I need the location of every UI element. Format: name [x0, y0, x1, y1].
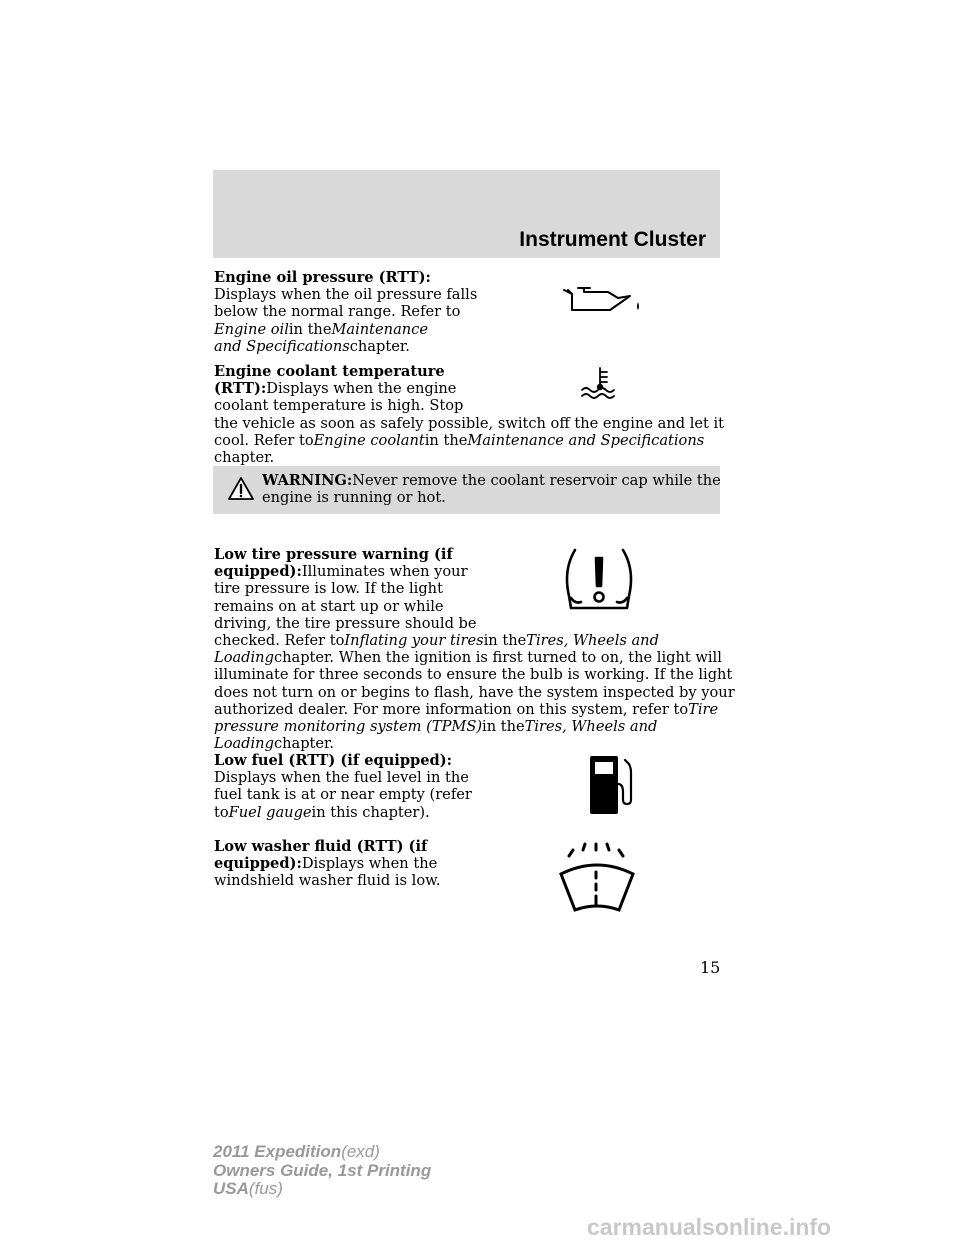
text-span: in the [483, 632, 527, 650]
washer-fluid-heading: Low washer fluid (RTT) (if [214, 838, 428, 855]
text-span: chapter. When the ignition is first turned to on, the light will [273, 649, 722, 667]
footer-region-code: (fus) [248, 1179, 283, 1198]
text-line: illuminate for three seconds to ensure the bulb is working. If the light [214, 666, 733, 684]
low-fuel-heading: Low fuel (RTT) (if equipped): [214, 752, 453, 769]
warning-label: WARNING: [262, 472, 353, 489]
footer-region: USA [213, 1179, 249, 1198]
reference-fuel-gauge: Fuel gauge [228, 803, 312, 821]
text-span: chapter. [349, 337, 410, 355]
text-span: checked. Refer to [214, 632, 345, 650]
text-line: driving, the tire pressure should be [214, 614, 477, 632]
text-span: cool. Refer to [214, 431, 314, 449]
reference-maintenance: Maintenance [331, 320, 428, 338]
text-line: tire pressure is low. If the light [214, 580, 443, 598]
text-span: chapter. [273, 735, 335, 753]
reference-tpms: pressure monitoring system (TPMS) [214, 718, 483, 736]
warning-text [262, 472, 721, 507]
coolant-temperature-paragraph [214, 363, 724, 466]
reference-inflating-tires: Inflating your tires [344, 632, 484, 650]
document-footer [213, 1143, 431, 1199]
page-number: 15 [700, 958, 721, 977]
text-line: Displays when the fuel level in the [214, 769, 469, 787]
text-line: fuel tank is at or near empty (refer [214, 786, 472, 804]
chapter-header [213, 170, 720, 258]
tire-pressure-paragraph [214, 546, 735, 752]
reference-loading-2: Loading [214, 735, 274, 753]
oil-pressure-heading: Engine oil pressure (RTT): [214, 269, 431, 286]
low-fuel-paragraph [214, 752, 472, 821]
oil-can-icon [558, 280, 648, 316]
chapter-title: Instrument Cluster [519, 228, 706, 251]
text-span: in the [482, 718, 525, 736]
text-span: in the [424, 431, 468, 449]
text-line: the vehicle as soon as safely possible, switch off the engine and let it [214, 414, 725, 432]
text-line: remains on at start up or while [214, 597, 444, 615]
coolant-heading-rtt: (RTT): [214, 380, 267, 398]
tire-pressure-icon [561, 546, 637, 612]
coolant-warning-box [213, 466, 720, 514]
watermark: carmanualsonline.info [587, 1214, 832, 1240]
text-span: to [214, 803, 229, 821]
footer-model: 2011 Expedition [213, 1142, 342, 1161]
reference-maintenance-specifications: Maintenance and Specifications [467, 431, 705, 449]
washer-fluid-heading-equipped: equipped): [214, 855, 302, 873]
coolant-temperature-icon [578, 366, 622, 400]
text-line: engine is running or hot. [262, 489, 446, 507]
text-line: chapter. [214, 449, 275, 467]
text-span: authorized dealer. For more information on this system, refer to [214, 700, 689, 718]
text-span: in this chapter). [311, 803, 430, 821]
fuel-pump-icon [587, 754, 637, 816]
reference-tires-wheels-2: Tires, Wheels and [524, 718, 658, 736]
footer-printing: Owners Guide, 1st Printing [213, 1160, 432, 1180]
text-span: Displays when the engine [266, 380, 457, 398]
oil-pressure-paragraph [214, 269, 477, 355]
text-line: below the normal range. Refer to [214, 303, 461, 321]
text-span: Never remove the coolant reservoir cap while the [352, 472, 721, 489]
text-span: Displays when the [301, 855, 438, 873]
reference-tires-wheels: Tires, Wheels and [526, 632, 659, 650]
text-line: windshield washer fluid is low. [214, 872, 441, 890]
washer-fluid-icon [557, 840, 637, 914]
text-line: Displays when the oil pressure falls [214, 286, 478, 304]
coolant-heading: Engine coolant temperature [214, 363, 445, 380]
tire-pressure-heading-equipped: equipped): [214, 563, 302, 581]
text-span: Illuminates when your [301, 563, 468, 581]
reference-engine-coolant: Engine coolant [313, 431, 425, 449]
tire-pressure-heading: Low tire pressure warning (if [214, 546, 453, 563]
reference-engine-oil: Engine oil [214, 320, 289, 338]
reference-tire: Tire [688, 700, 719, 718]
warning-triangle-icon [227, 476, 255, 501]
footer-model-code: (exd) [341, 1142, 380, 1161]
text-line: does not turn on or begins to flash, have the system inspected by your [214, 683, 735, 701]
washer-fluid-paragraph [214, 838, 441, 890]
reference-loading: Loading [214, 649, 274, 667]
reference-specifications: and Specifications [214, 337, 350, 355]
text-line: coolant temperature is high. Stop [214, 397, 464, 415]
text-span: in the [288, 320, 332, 338]
